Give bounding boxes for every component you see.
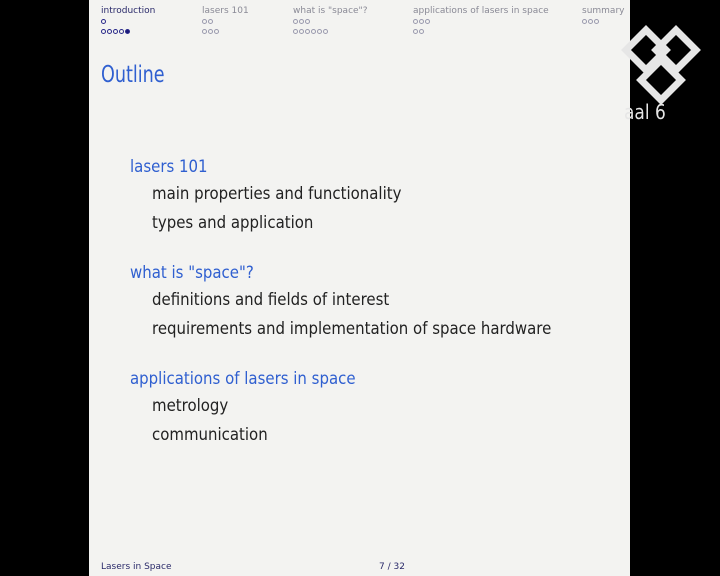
outline-section xyxy=(130,366,610,450)
outline-section-title[interactable]: applications of lasers in space xyxy=(130,369,356,389)
nav-dots-row xyxy=(101,27,155,37)
nav-dot-icon[interactable] xyxy=(107,29,112,34)
outline-section xyxy=(130,154,610,238)
nav-dot-icon[interactable] xyxy=(119,29,124,34)
nav-section[interactable] xyxy=(413,6,549,37)
outline-section xyxy=(130,260,610,344)
section-navigation xyxy=(89,0,630,50)
outline-subsection[interactable]: definitions and fields of interest xyxy=(152,290,390,310)
nav-dot-icon[interactable] xyxy=(594,19,599,24)
nav-dots-row xyxy=(101,17,155,27)
nav-dot-icon[interactable] xyxy=(419,19,424,24)
nav-section[interactable] xyxy=(101,6,155,37)
nav-dot-icon[interactable] xyxy=(311,29,316,34)
nav-dot-icon[interactable] xyxy=(202,19,207,24)
outline-subsection[interactable]: main properties and functionality xyxy=(152,184,402,204)
nav-dot-icon[interactable] xyxy=(214,29,219,34)
nav-dot-icon[interactable] xyxy=(293,19,298,24)
slide xyxy=(89,0,630,576)
outline-section-title[interactable]: lasers 101 xyxy=(130,157,208,177)
nav-dot-icon[interactable] xyxy=(299,19,304,24)
outline-subsection[interactable]: metrology xyxy=(152,396,229,416)
nav-dot-icon[interactable] xyxy=(299,29,304,34)
nav-dot-icon[interactable] xyxy=(101,19,106,24)
nav-dot-icon[interactable] xyxy=(413,29,418,34)
nav-section-title[interactable]: applications of lasers in space xyxy=(413,6,549,16)
page-number: 7 / 32 xyxy=(379,562,405,572)
footer-title: Lasers in Space xyxy=(101,562,172,572)
nav-section-title[interactable]: summary xyxy=(582,6,625,16)
nav-dot-icon[interactable] xyxy=(413,19,418,24)
nav-dot-icon[interactable] xyxy=(588,19,593,24)
frame-title: Outline xyxy=(101,62,165,88)
nav-dot-icon[interactable] xyxy=(208,19,213,24)
nav-section[interactable] xyxy=(293,6,367,37)
nav-dot-icon[interactable] xyxy=(202,29,207,34)
nav-dot-icon[interactable] xyxy=(305,29,310,34)
nav-dot-icon[interactable] xyxy=(293,29,298,34)
nav-dot-icon[interactable] xyxy=(317,29,322,34)
slide-footer xyxy=(89,560,630,576)
nav-dots-row xyxy=(413,27,549,37)
nav-dot-icon[interactable] xyxy=(101,29,106,34)
nav-dots-row xyxy=(413,17,549,27)
outline-list xyxy=(130,154,610,472)
outline-subsection[interactable]: types and application xyxy=(152,213,314,233)
outline-section-title[interactable]: what is "space"? xyxy=(130,263,254,283)
nav-dot-icon[interactable] xyxy=(208,29,213,34)
nav-dots-row xyxy=(202,17,249,27)
nav-section-title[interactable]: introduction xyxy=(101,6,156,16)
nav-dot-icon[interactable] xyxy=(305,19,310,24)
nav-dots-row xyxy=(293,17,367,27)
nav-section-title[interactable]: lasers 101 xyxy=(202,6,249,16)
nav-dots-row xyxy=(293,27,367,37)
nav-dot-icon[interactable] xyxy=(425,19,430,24)
nav-dot-icon[interactable] xyxy=(323,29,328,34)
nav-dot-icon[interactable] xyxy=(582,19,587,24)
nav-section[interactable] xyxy=(202,6,249,37)
outline-subsection[interactable]: communication xyxy=(152,425,268,445)
nav-dot-icon[interactable] xyxy=(419,29,424,34)
nav-dots-row xyxy=(202,27,249,37)
logo-text: aal 6 xyxy=(624,100,666,124)
nav-dot-icon[interactable] xyxy=(113,29,118,34)
nav-dot-current-icon[interactable] xyxy=(125,29,130,34)
outline-subsection[interactable]: requirements and implementation of space hardware xyxy=(152,319,552,339)
nav-section-title[interactable]: what is "space"? xyxy=(293,6,368,16)
